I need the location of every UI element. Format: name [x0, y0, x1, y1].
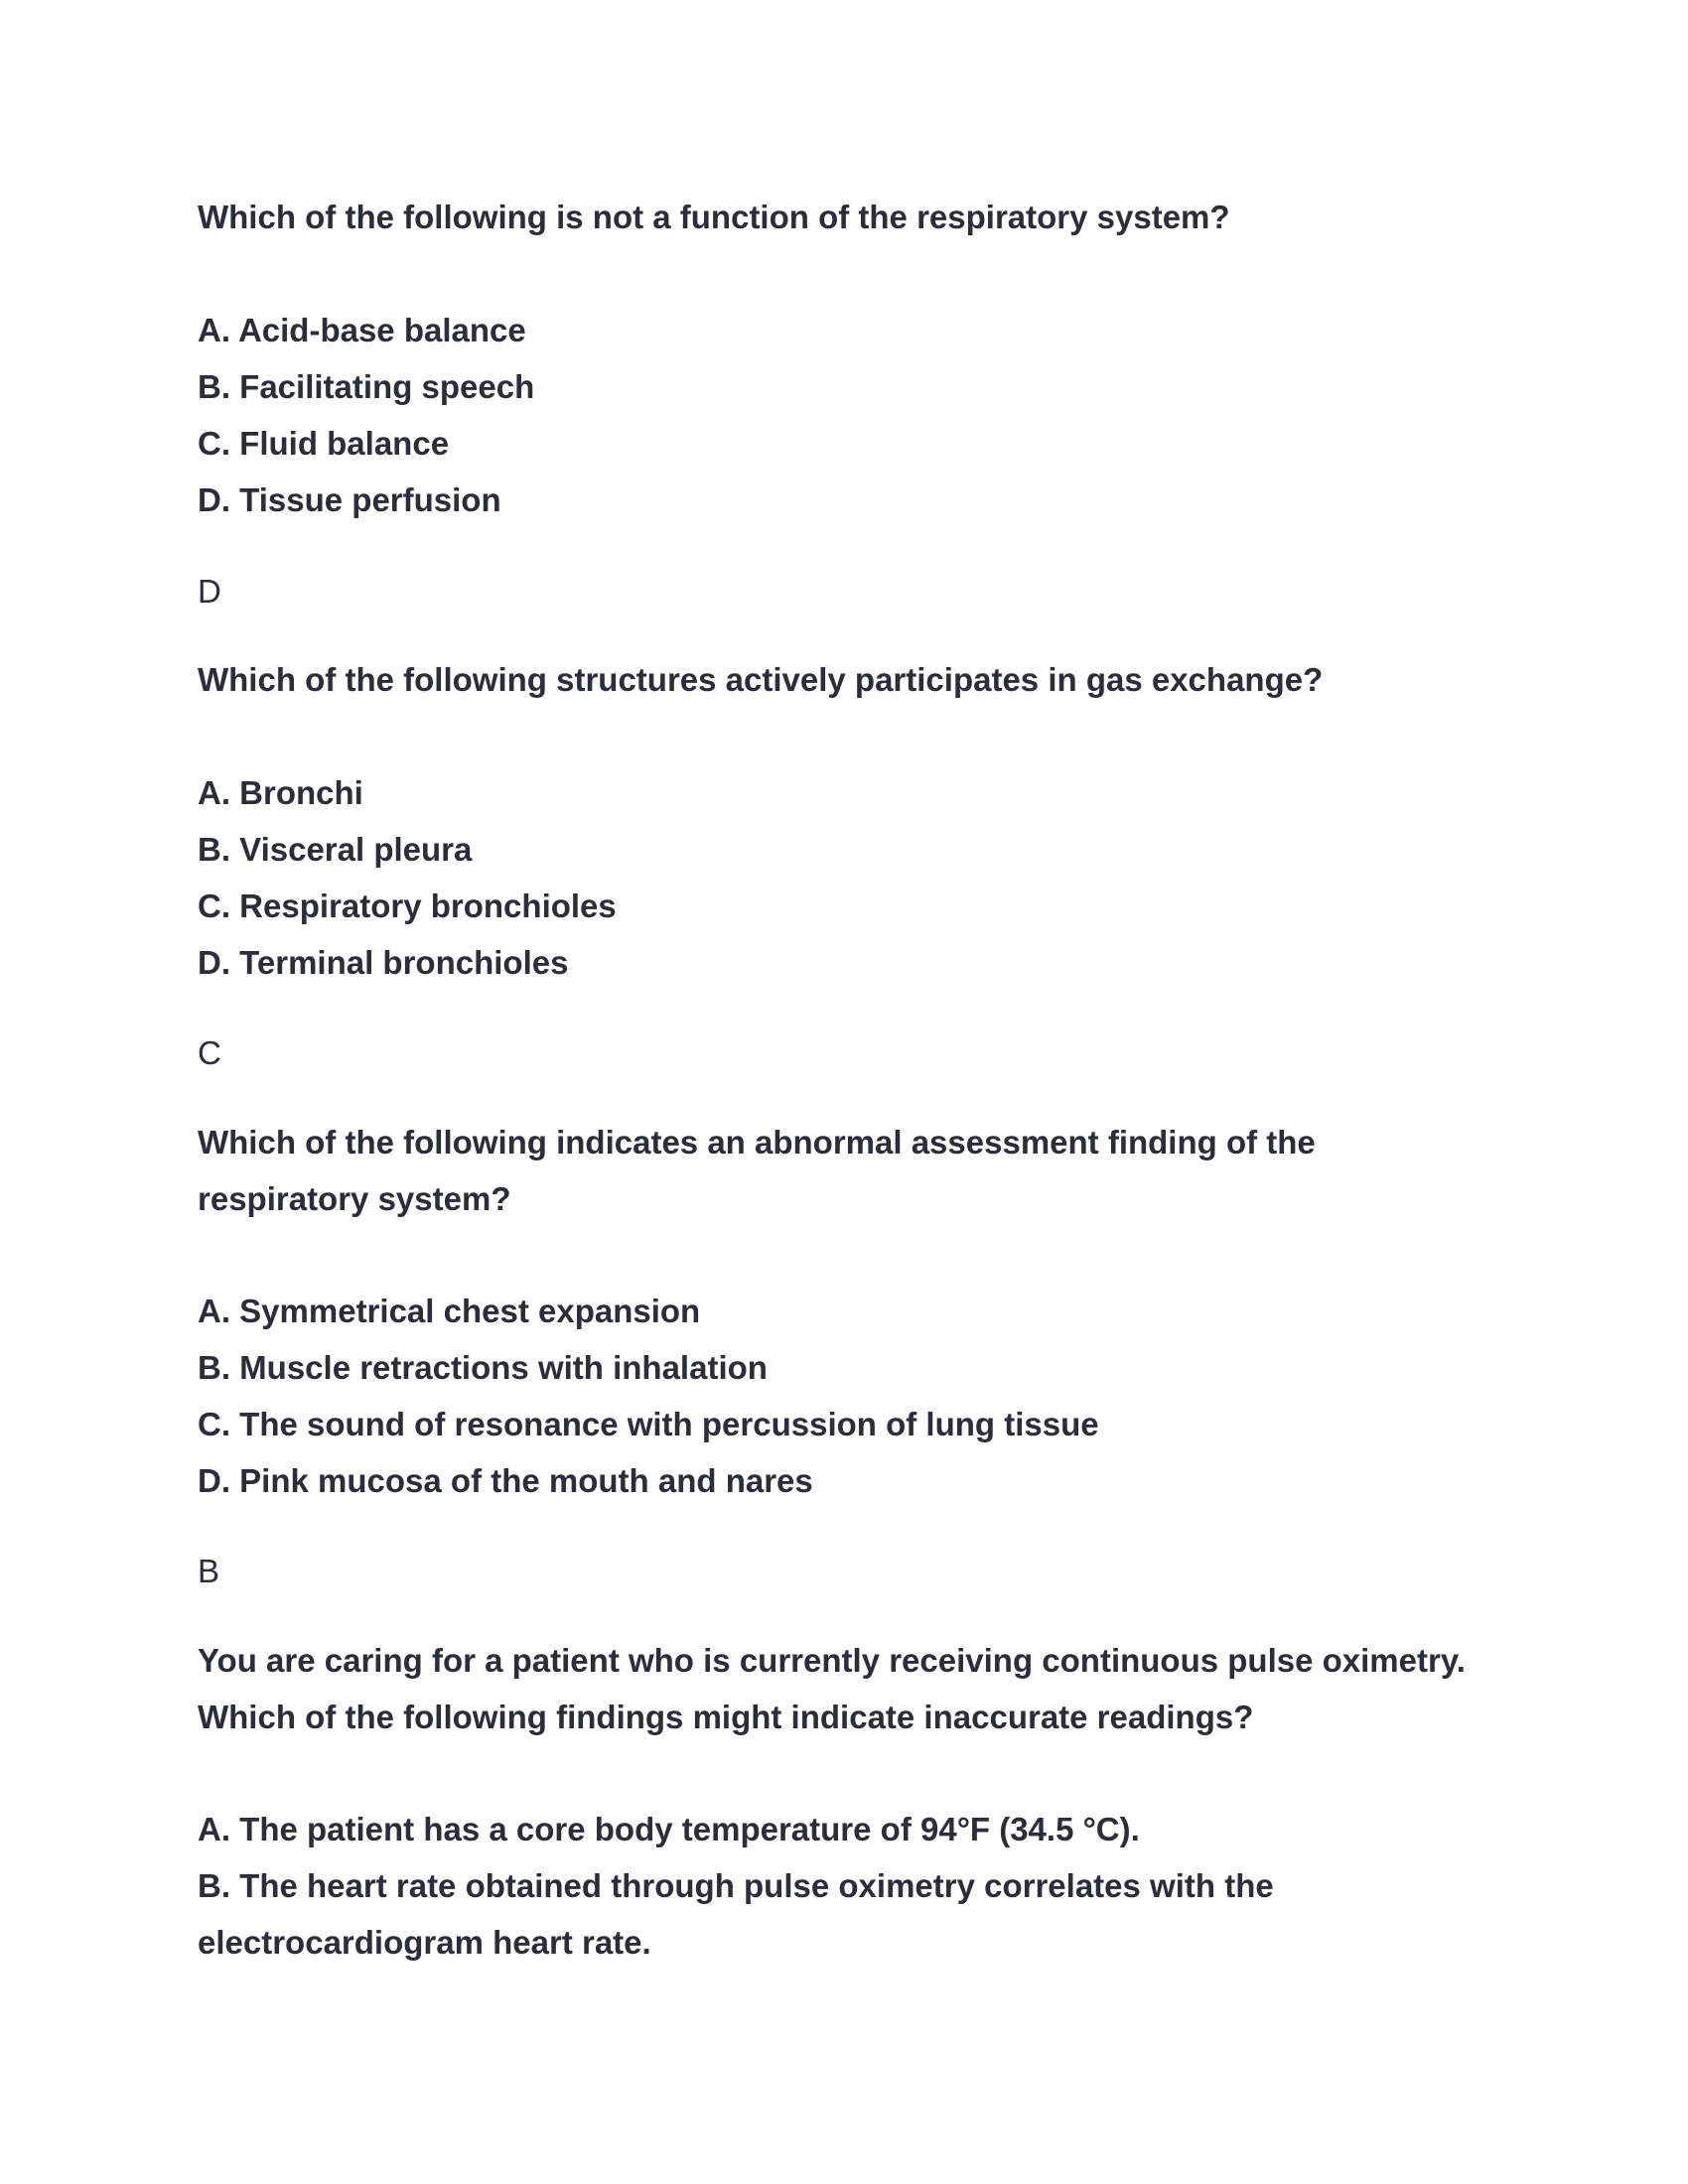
question-3-options	[198, 1283, 1508, 1509]
question-1-prompt: Which of the following is not a function of the respiratory system?	[198, 199, 1230, 235]
question-2-options	[198, 764, 1508, 991]
question-2-option-d: D. Terminal bronchioles	[198, 944, 569, 981]
question-2-option-a: A. Bronchi	[198, 774, 363, 811]
question-1-option-b: B. Facilitating speech	[198, 368, 535, 405]
question-2-prompt: Which of the following structures actively participates in gas exchange?	[198, 661, 1324, 698]
question-4-option-b: B. The heart rate obtained through pulse oximetry correlates with the electrocardiogram heart rate.	[198, 1867, 1274, 1961]
question-3-option-d: D. Pink mucosa of the mouth and nares	[198, 1462, 813, 1499]
question-1-option-a: A. Acid-base balance	[198, 312, 526, 348]
question-3-option-c: C. The sound of resonance with percussion of lung tissue	[198, 1406, 1099, 1442]
question-3-prompt: Which of the following indicates an abnormal assessment finding of the respiratory system?	[198, 1124, 1316, 1217]
question-1-option-c: C. Fluid balance	[198, 425, 450, 462]
question-3-option-a: A. Symmetrical chest expansion	[198, 1293, 701, 1329]
question-1-answer: D	[198, 573, 221, 610]
question-1-options	[198, 302, 1508, 528]
question-4-options	[198, 1801, 1349, 1971]
question-2-option-b: B. Visceral pleura	[198, 831, 473, 868]
question-2-answer: C	[198, 1034, 221, 1071]
question-4-prompt: You are caring for a patient who is currently receiving continuous pulse oximetry. Which of the following findings might indicate inaccurate readings?	[198, 1642, 1466, 1735]
question-4-option-a: A. The patient has a core body temperature of 94°F (34.5 °C).	[198, 1811, 1140, 1847]
question-2-option-c: C. Respiratory bronchioles	[198, 887, 617, 924]
question-1-option-d: D. Tissue perfusion	[198, 481, 501, 518]
question-3-answer: B	[198, 1553, 220, 1589]
question-3-option-b: B. Muscle retractions with inhalation	[198, 1349, 768, 1386]
